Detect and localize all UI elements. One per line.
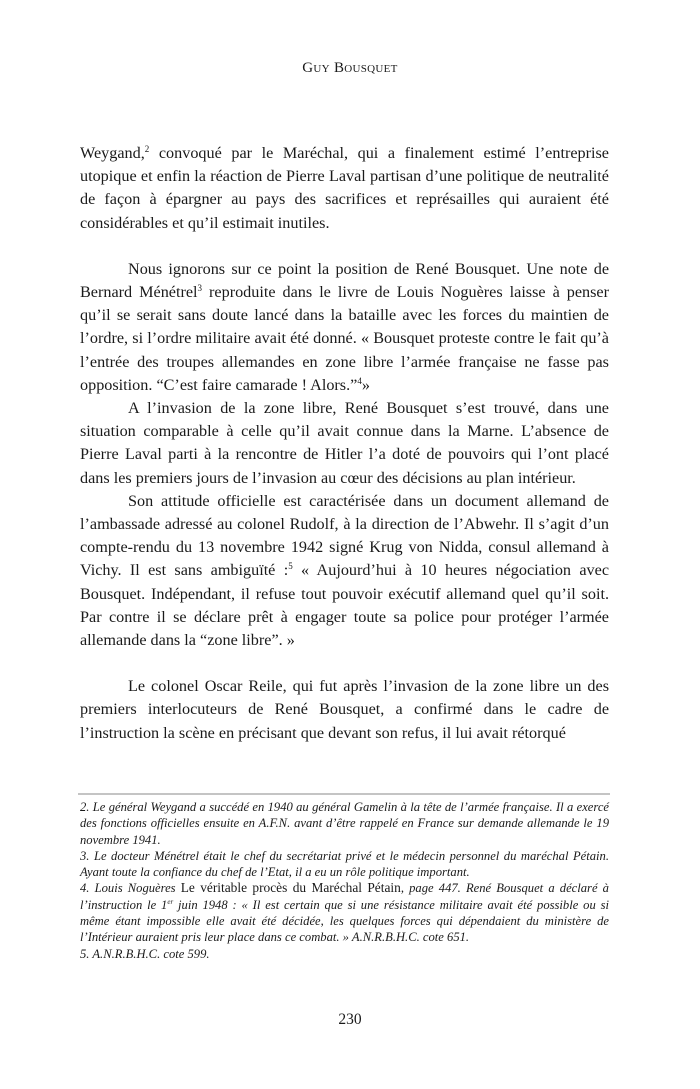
paragraph-4 bbox=[80, 490, 609, 652]
paragraph-5: Le colonel Oscar Reile, qui fut après l’invasion de la zone libre un des premiers interlocuteurs de René Bousquet, a confirmé dans le cadre de l’instruction la scène en précisant que devant son refus, il lui avait rétorqué bbox=[80, 677, 609, 742]
ordinal-superscript: er bbox=[167, 897, 174, 906]
paragraph-text: Nous ignorons sur ce point la position de René Bousquet. Une note de Bernard Ménétrel bbox=[80, 259, 609, 302]
footnote-text: , page 447. René Bousquet a déclaré à l’instruction le 1 bbox=[80, 881, 609, 912]
footnote-2: 2. Le général Weygand a succédé en 1940 au général Gamelin à la tête de l’armée française. Il a exercé des fonctions officielles ensuite en A.F.N. avant d’être rappelé en France sur demande allemande le 19 novembre 1941. bbox=[80, 800, 609, 847]
footnote-ref-3[interactable]: 3 bbox=[197, 283, 203, 294]
paragraph-3: A l’invasion de la zone libre, René Bousquet s’est trouvé, dans une situation comparable à celle qu’il avait connue dans la Marne. L’absence de Pierre Laval parti à la rencontre de Hitler l’a doté de pouvoirs qui l’ont placé dans les premiers jours de l’invasion au cœur des décisions au plan intérieur. bbox=[80, 399, 609, 487]
book-title: Le véritable procès du Maréchal Pétain bbox=[180, 880, 401, 896]
body-text bbox=[80, 142, 609, 745]
footnote-text: 4. Louis Noguères bbox=[80, 881, 181, 896]
running-head: Guy Bousquet bbox=[302, 60, 398, 76]
footnote-separator bbox=[78, 793, 610, 795]
page-number: 230 bbox=[338, 1011, 362, 1028]
footnote-3: 3. Le docteur Ménétrel était le chef du secrétariat privé et le médecin personnel du maréchal Pétain. Ayant toute la confiance du chef de l’Etat, il a eu un rôle politique important. bbox=[80, 848, 609, 880]
paragraph-2 bbox=[80, 258, 609, 397]
footnote-ref-5[interactable]: 5 bbox=[288, 561, 293, 572]
paragraph-text: « Aujourd’hui à 10 heures négociation avec Bousquet. Indépendant, il refuse tout pouvoir exécutif allemand quel qu’il soit. Par contre il se déclare prêt à engager toute sa police pour protéger l’armée allemande dans la “zone libre”. » bbox=[80, 561, 610, 650]
paragraph-1 bbox=[80, 142, 609, 235]
paragraph-text: convoqué par le Maréchal, qui a finalement estimé l’entreprise utopique et enfin la réaction de Pierre Laval partisan d’une politique de neutralité de façon à épargner au pays des sacrifices et représailles qui auraient été considérables et qu’il estimait inutiles. bbox=[80, 144, 609, 232]
closing-quote: » bbox=[361, 375, 370, 394]
paragraph-text: reproduite dans le livre de Louis Noguères laisse à penser qu’il se serait sans doute lancé dans la bataille avec les forces du maintien de l’ordre, si l’ordre militaire avait été donné. « Bousquet proteste contre le fait qu’à l’entrée des troupes allemandes en zone libre l’armée française ne fasse pas opposition. “C’est faire camarade ! Alors.” bbox=[80, 283, 609, 394]
footnote-ref-4[interactable]: 4 bbox=[357, 375, 362, 386]
paragraph-text: Weygand, bbox=[80, 144, 145, 162]
footnote-5: 5. A.N.R.B.H.C. cote 599. bbox=[80, 946, 210, 961]
footnote-ref-2[interactable]: 2 bbox=[144, 144, 150, 154]
footnote-4 bbox=[80, 880, 609, 945]
footnotes bbox=[80, 799, 609, 962]
footnote-text: juin 1948 : « Il est certain que si une résistance militaire avait été possible ou si même étant impossible elle avait été décidée, les quelques forces qui dépendaient du ministère de l’Intérieur auraient pris leur place dans ce combat. » A.N.R.B.H.C. cote 651. bbox=[80, 897, 609, 945]
paragraph-text: Son attitude officielle est caractérisée dans un document allemand de l’ambassade adressé au colonel Rudolf, à la direction de l’Abwehr. Il s’agit d’un compte-rendu du 13 novembre 1942 signé Krug von Nidda, consul allemand à Vichy. Il est sans ambiguïté : bbox=[80, 491, 609, 580]
